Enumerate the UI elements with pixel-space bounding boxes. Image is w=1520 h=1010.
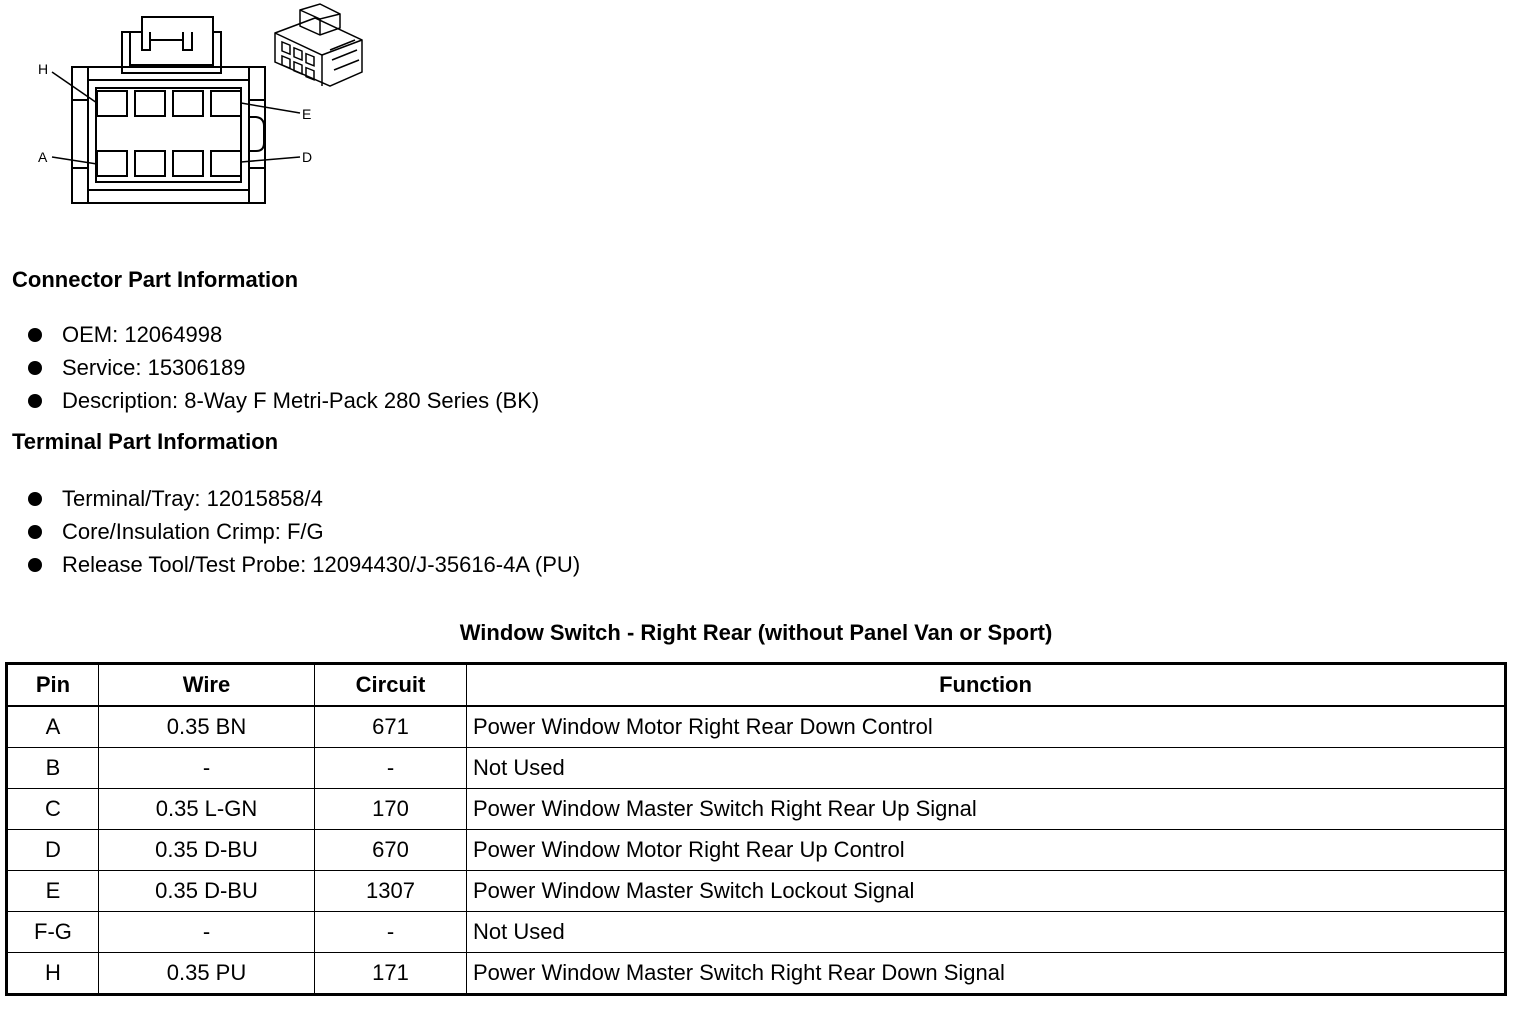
column-header-circuit: Circuit [315,664,467,707]
cavity-b [135,151,165,176]
list-item: Terminal/Tray: 12015858/4 [28,482,580,515]
function-cell: Not Used [467,912,1506,953]
cavity-g [135,91,165,116]
circuit-cell: - [315,912,467,953]
pin-cell: C [7,789,99,830]
cavity-d [211,151,241,176]
circuit-cell: - [315,748,467,789]
table-row [7,830,1506,871]
wire-cell: 0.35 D-BU [99,871,315,912]
connector-diagram [0,0,380,215]
bullet-icon [28,361,42,375]
function-cell: Power Window Master Switch Lockout Signal [467,871,1506,912]
list-item: Description: 8-Way F Metri-Pack 280 Series (BK) [28,384,539,417]
pinout-table [5,662,1507,996]
function-cell: Power Window Motor Right Rear Up Control [467,830,1506,871]
circuit-cell: 171 [315,953,467,995]
terminal-part-info-heading: Terminal Part Information [12,429,279,454]
column-header-pin: Pin [7,664,99,707]
pin-cell: F-G [7,912,99,953]
circuit-cell: 670 [315,830,467,871]
function-cell: Power Window Master Switch Right Rear Down Signal [467,953,1506,995]
table-row [7,871,1506,912]
cavity-a [97,151,127,176]
connector-part-info-heading: Connector Part Information [12,267,299,292]
table-row [7,953,1506,995]
list-item: Release Tool/Test Probe: 12094430/J-35616-4A (PU) [28,548,580,581]
cavity-label-d: D [302,149,313,165]
function-cell: Power Window Master Switch Right Rear Up Signal [467,789,1506,830]
cavity-f [173,91,203,116]
wire-cell: 0.35 BN [99,706,315,748]
function-cell: Not Used [467,748,1506,789]
column-header-function: Function [467,664,1506,707]
bullet-icon [28,492,42,506]
circuit-cell: 671 [315,706,467,748]
list-item: Service: 15306189 [28,351,539,384]
pin-cell: B [7,748,99,789]
table-row [7,748,1506,789]
table-row [7,912,1506,953]
wire-cell: 0.35 D-BU [99,830,315,871]
wire-cell: - [99,748,315,789]
bullet-icon [28,328,42,342]
list-item: OEM: 12064998 [28,318,539,351]
circuit-cell: 1307 [315,871,467,912]
cavity-label-e: E [302,106,312,122]
pin-cell: D [7,830,99,871]
bullet-icon [28,394,42,408]
cavity-label-h: H [38,61,49,77]
cavity-e [211,91,241,116]
wire-cell: - [99,912,315,953]
wire-cell: 0.35 L-GN [99,789,315,830]
connector-part-info-list [28,318,539,417]
circuit-cell: 170 [315,789,467,830]
list-item: Core/Insulation Crimp: F/G [28,515,580,548]
table-row [7,706,1506,748]
pin-cell: H [7,953,99,995]
pin-cell: A [7,706,99,748]
wire-cell: 0.35 PU [99,953,315,995]
bullet-icon [28,558,42,572]
terminal-part-info-list [28,482,580,581]
table-header-row [7,664,1506,707]
table-title: Window Switch - Right Rear (without Panel Van or Sport) [459,620,1053,645]
pin-cell: E [7,871,99,912]
column-header-wire: Wire [99,664,315,707]
function-cell: Power Window Motor Right Rear Down Control [467,706,1506,748]
cavity-c [173,151,203,176]
cavity-label-a: A [38,149,48,165]
bullet-icon [28,525,42,539]
cavity-h [97,91,127,116]
connector-iso-icon [275,4,362,86]
table-row [7,789,1506,830]
